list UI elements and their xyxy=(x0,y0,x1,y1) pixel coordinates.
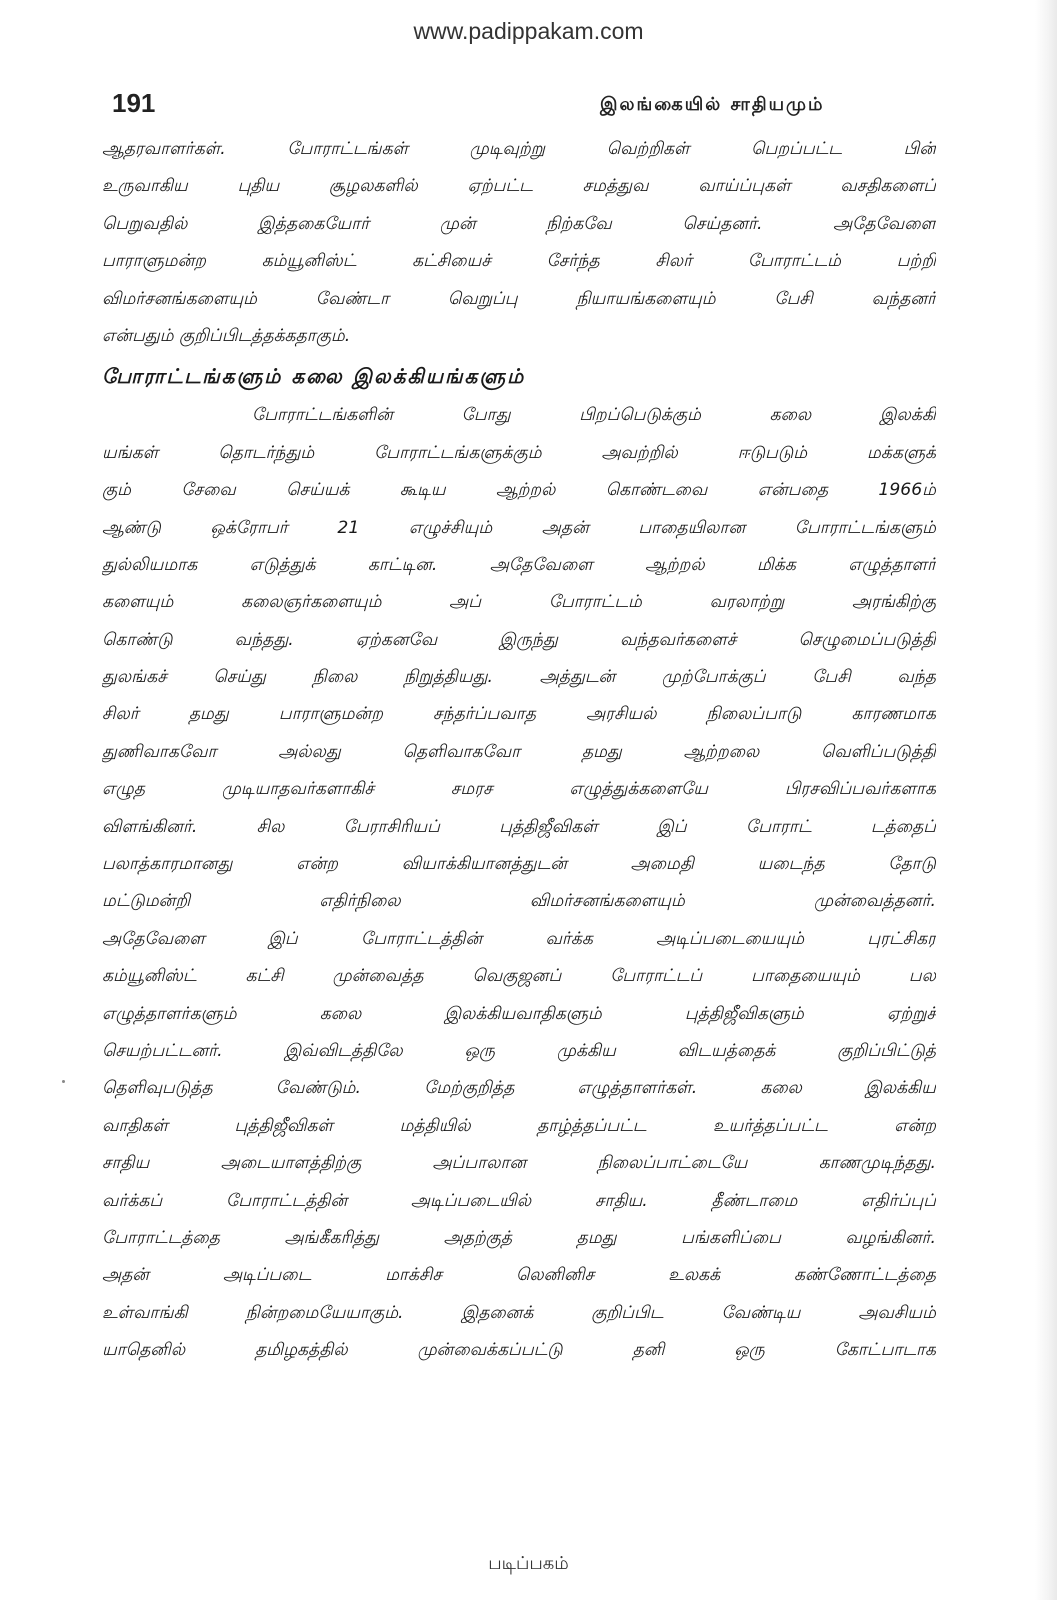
text-line: சிலர் தமது பாராளுமன்ற சந்தர்ப்பவாத அரசியல் நிலைப்பாடு காரணமாக xyxy=(102,704,936,725)
text-line: ஆதரவாளர்கள். போராட்டங்கள் முடிவுற்று வெற்றிகள் பெறப்பட்ட பின் xyxy=(102,139,936,159)
text-line: யாதெனில் தமிழகத்தில் முன்வைக்கப்பட்டு தனி ஒரு கோட்பாடாக xyxy=(102,1340,936,1361)
text-line: போராட்டங்களின் போது பிறப்பெடுக்கும் கலை இலக்கி xyxy=(252,405,936,426)
text-line: உருவாகிய புதிய சூழலகளில் ஏற்பட்ட சமத்துவ வாய்ப்புகள் வசதிகளைப் xyxy=(102,176,936,197)
text-line: வாதிகள் புத்திஜீவிகள் மத்தியில் தாழ்த்தப்பட்ட உயர்த்தப்பட்ட என்ற xyxy=(102,1115,936,1136)
page-number: 191 xyxy=(112,88,156,118)
text-line: விளங்கினர். சில பேராசிரியப் புத்திஜீவிகள் இப் போராட் டத்தைப் xyxy=(102,816,936,837)
text-line: துலங்கச் செய்து நிலை நிறுத்தியது. அத்துடன் முற்போக்குப் பேசி வந்த xyxy=(102,667,936,688)
text-line: தெளிவுபடுத்த வேண்டும். மேற்குறித்த எழுத்தாளர்கள். கலை இலக்கிய xyxy=(102,1078,936,1099)
text-line: எழுத்தாளர்களும் கலை இலக்கியவாதிகளும் புத்திஜீவிகளும் ஏற்றுச் xyxy=(102,1003,936,1024)
text-line: சாதிய அடையாளத்திற்கு அப்பாலான நிலைப்பாட்டையே காணமுடிந்தது. xyxy=(102,1153,936,1174)
paragraph-2 xyxy=(102,397,936,1369)
text-line: ஆண்டு ஒக்ரோபர் 21 எழுச்சியும் அதன் பாதையிலான போராட்டங்களும் xyxy=(102,517,936,538)
text-line: எழுத முடியாதவர்களாகிச் சமரச எழுத்துக்களையே பிரசவிப்பவர்களாக xyxy=(102,779,936,800)
text-line: துல்லியமாக எடுத்துக் காட்டின. அதேவேளை ஆற்றல் மிக்க எழுத்தாளர் xyxy=(102,554,936,575)
site-watermark-top: www.padippakam.com xyxy=(413,18,644,44)
site-watermark-bottom: படிப்பகம் xyxy=(488,1553,569,1574)
text-line: என்பதும் குறிப்பிடத்தக்கதாகும். xyxy=(102,325,351,346)
paragraph-1 xyxy=(102,131,936,355)
text-line: கம்யூனிஸ்ட் கட்சி முன்வைத்த வெகுஜனப் போராட்டப் பாதையையும் பல xyxy=(102,966,936,987)
text-line: அதன் அடிப்படை மாக்சிச லெனினிச உலகக் கண்ணோட்டத்தை xyxy=(102,1265,936,1286)
text-line: உள்வாங்கி நின்றமையேயாகும். இதனைக் குறிப்பிட வேண்டிய அவசியம் xyxy=(102,1302,936,1323)
text-line: வர்க்கப் போராட்டத்தின் அடிப்படையில் சாதிய. தீண்டாமை எதிர்ப்புப் xyxy=(102,1190,936,1211)
text-line: கும் சேவை செய்யக் கூடிய ஆற்றல் கொண்டவை என்பதை 1966ம் xyxy=(102,480,936,501)
text-line: யங்கள் தொடர்ந்தும் போராட்டங்களுக்கும் அவற்றில் ஈடுபடும் மக்களுக் xyxy=(102,442,936,463)
text-line: துணிவாகவோ அல்லது தெளிவாகவோ தமது ஆற்றலை வெளிப்படுத்தி xyxy=(102,741,936,762)
running-title: இலங்கையில் சாதியமும் xyxy=(600,94,825,115)
text-line: மட்டுமன்றி எதிர்நிலை விமர்சனங்களையும் முன்வைத்தனர். xyxy=(102,891,936,912)
text-line: பெறுவதில் இத்தகையோர் முன் நிற்கவே செய்தனர். அதேவேளை xyxy=(102,213,936,234)
text-line: அதேவேளை இப் போராட்டத்தின் வர்க்க அடிப்படையையும் புரட்சிகர xyxy=(102,928,936,949)
text-line: கொண்டு வந்தது. ஏற்கனவே இருந்து வந்தவர்களைச் செழுமைப்படுத்தி xyxy=(102,629,936,650)
text-line: பாராளுமன்ற கம்யூனிஸ்ட் கட்சியைச் சேர்ந்த சிலர் போராட்டம் பற்றி xyxy=(102,251,936,272)
text-line: போராட்டத்தை அங்கீகரித்து அதற்குத் தமது பங்களிப்பை வழங்கினர். xyxy=(102,1227,936,1248)
body-text xyxy=(102,131,936,1370)
section-heading: போராட்டங்களும் கலை இலக்கியங்களும் xyxy=(102,364,526,389)
text-line: களையும் கலைஞர்களையும் அப் போராட்டம் வரலாற்று அரங்கிற்கு xyxy=(102,592,936,613)
text-line: விமர்சனங்களையும் வேண்டா வெறுப்பு நியாயங்களையும் பேசி வந்தனர் xyxy=(102,288,936,309)
text-line: செயற்பட்டனர். இவ்விடத்திலே ஒரு முக்கிய விடயத்தைக் குறிப்பிட்டுத் xyxy=(102,1040,936,1061)
text-line: பலாத்காரமானது என்ற வியாக்கியானத்துடன் அமைதி யடைந்த தோடு xyxy=(102,854,936,875)
scan-edge-shadow xyxy=(1035,0,1057,1600)
scan-speck xyxy=(62,1080,65,1083)
